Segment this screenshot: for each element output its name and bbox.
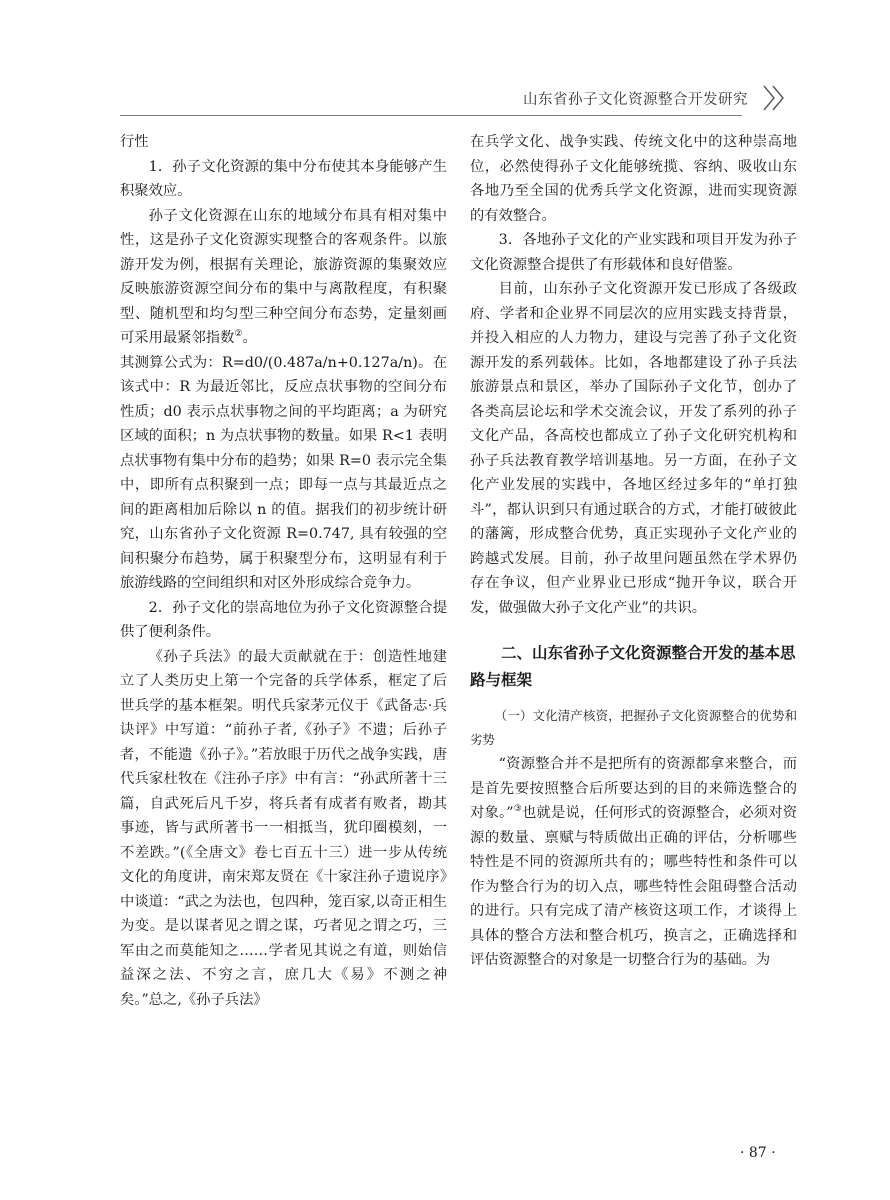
- header-rule: [120, 115, 742, 116]
- paragraph-sunzi-contribution: 《孙子兵法》的最大贡献就在于：创造性地建立了人类历史上第一个完备的兵学体系，框定了后世兵学的基本框架。明代兵家茅元仪于《武备志·兵诀评》中写道：“前孙子者,《孙子》不遗；后孙子者，不能遗《孙子》。”若放眼于历代之战争实践，唐代兵家杜牧在《注孙子序》中有言：“孙武所著十三篇，自武死后凡千岁，将兵者有成者有败者，勘其事迹，皆与武所著书一一相抵当，犹印圈模刻，一不差跌。”(《全唐文》卷七百五十三）进一步从传统文化的角度讲，南宋郑友贤在《十家注孙子遗说序》中谈道：“武之为法也，包四种，笼百家,以奇正相生为变。是以谋者见之谓之谋，巧者见之谓之巧，三军由之而莫能知之……学者见其说之有道，则始信益深之法、不穷之言，庶几大《易》不测之神矣。”总之,《孙子兵法》: [120, 648, 447, 1008]
- footnote-marker-2: ②: [234, 329, 243, 340]
- running-header: [120, 78, 792, 118]
- paragraph-distribution: [120, 204, 447, 351]
- right-column: [470, 130, 797, 973]
- continuation-text: 行性: [120, 134, 149, 150]
- paragraph-distribution-text: 孙子文化资源在山东的地域分布具有相对集中性，这是孙子文化资源实现整合的客观条件。以旅游开发为例，根据有关理论，旅游资源的集聚效应反映旅游资源空间分布的集中与离散程度，有积聚型、随机型和均匀型三种空间分布态势，定量刻画可采用最紧邻指数: [120, 207, 447, 346]
- paragraph-current-status: 目前，山东孙子文化资源开发已形成了各级政府、学者和企业界不同层次的应用实践支持背景，并投入相应的人力物力，建设与完善了孙子文化资源开发的系列载体。比如，各地都建设了孙子兵法旅游景点和景区，举办了国际孙子文化节，创办了各类高层论坛和学术交流会议，开发了系列的孙子文化产品，各高校也都成立了孙子文化研究机构和孙子兵法教育教学培训基地。另一方面，在孙子文化产业发展的实践中，各地区经过多年的“单打独斗”，都认识到只有通过联合的方式，才能打破彼此的藩篱，形成整合优势，真正实现孙子文化产业的跨越式发展。目前，孙子故里问题虽然在学术界仍存在争议，但产业界业已形成“抛开争议，联合开发，做强做大孙子文化产业”的共识。: [470, 281, 797, 616]
- numbered-point-3: 3．各地孙子文化的产业实践和项目开发为孙子文化资源整合提供了有形载体和良好借鉴。: [470, 232, 797, 273]
- paragraph-resource-integration: [470, 752, 797, 973]
- numbered-point-1: 1．孙子文化资源的集中分布使其本身能够产生积聚效应。: [120, 158, 447, 199]
- quotation-text: “资源整合并不是把所有的资源都拿来整合，而是首先要按照整合后所要达到的目的来筛选整合的对象。”: [470, 756, 797, 821]
- paragraph-continuation: 在兵学文化、战争实践、传统文化中的这种崇高地位，必然使得孙子文化能够统揽、容纳、吸收山东各地乃至全国的优秀兵学文化资源，进而实现资源的有效整合。: [470, 134, 797, 224]
- paragraph-formula: 其测算公式为：R=d0/(0.487a/n+0.127a/n)。在该式中：R 为最近邻比，反应点状事物的空间分布性质；d0 表示点状事物之间的平均距离；a 为研究区域的面积；n 为点状事物的数量。如果 R<1 表明点状事物有集中分布的趋势；如果 R=0 表示完全集中，即所有点积聚到一点；即每一点与其最近点之间的距离相加后除以 n 的值。据我们的初步统计研究，山东省孙子文化资源 R=0.747, 具有较强的空间积聚分布趋势，属于积聚型分布，这明显有利于旅游线路的空间组织和对区外形成综合竞争力。: [120, 354, 447, 591]
- section-heading: 二、山东省孙子文化资源整合开发的基本思路与框架: [470, 644, 796, 689]
- paragraph-resource-integration-text: 也就是说，任何形式的资源整合，必须对资源的数量、禀赋与特质做出正确的评估，分析哪些特性是不同的资源所共有的；哪些特性和条件可以作为整合行为的切入点，哪些特性会阻碍整合活动的进行。只有完成了清产核资这项工作，才谈得上具体的整合方法和整合机巧，换言之，正确选择和评估资源整合的对象是一切整合行为的基础。为: [470, 805, 797, 968]
- running-header-title: 山东省孙子文化资源整合开发研究: [523, 92, 748, 108]
- footnote-marker-3: ③: [513, 804, 523, 815]
- subsection-heading: （一）文化清产核资，把握孙子文化资源整合的优势和劣势: [470, 708, 797, 747]
- numbered-point-2: 2．孙子文化的崇高地位为孙子文化资源整合提供了便利条件。: [120, 599, 447, 640]
- paragraph-distribution-end: 。: [242, 330, 257, 346]
- double-chevron-right-icon: [758, 84, 792, 112]
- left-column: [120, 130, 447, 1012]
- page-number: · 87 ·: [740, 1145, 776, 1161]
